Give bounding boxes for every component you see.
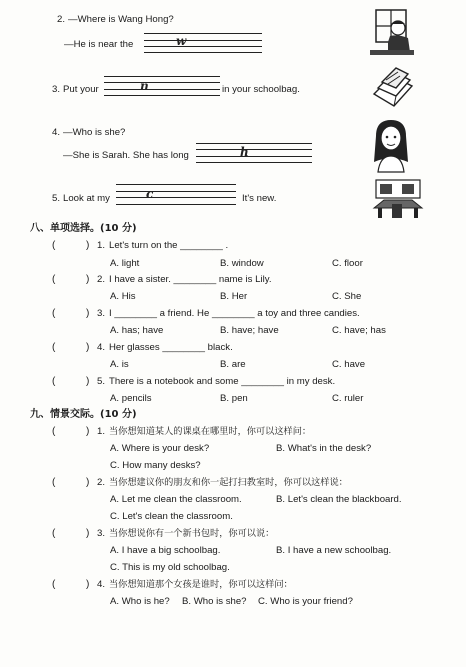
mc-option-a[interactable]: A. pencils bbox=[110, 393, 152, 404]
answer-line[interactable] bbox=[196, 156, 312, 157]
situation-option-b[interactable]: B. Who is she? bbox=[182, 596, 247, 607]
question-3-prefix: Put your bbox=[63, 84, 99, 95]
notebooks-picture bbox=[368, 64, 418, 110]
answer-paren-close[interactable]: ) bbox=[86, 308, 90, 319]
situation-question-stem: 当你想知道那个女孩是谁时，你可以这样问： bbox=[109, 579, 293, 590]
mc-question-number: 2. bbox=[97, 274, 106, 285]
mc-option-b[interactable]: B. have; have bbox=[220, 325, 279, 336]
mc-question-number: 4. bbox=[97, 342, 106, 353]
writing-line bbox=[144, 33, 262, 34]
answer-paren-open: ( bbox=[52, 477, 56, 488]
question-4-text: —Who is she? bbox=[63, 127, 126, 138]
situation-option-c[interactable]: C. This is my old schoolbag. bbox=[110, 562, 230, 573]
situation-question-stem: 当你想说你有一个新书包时，你可以说： bbox=[109, 528, 275, 539]
writing-line bbox=[196, 162, 312, 163]
answer-paren-close[interactable]: ) bbox=[86, 528, 90, 539]
answer-paren-open: ( bbox=[52, 528, 56, 539]
writing-line bbox=[104, 76, 220, 77]
writing-line bbox=[144, 52, 262, 53]
mc-question-stem: I ________ a friend. He ________ a toy and three candies. bbox=[109, 308, 360, 319]
mc-option-b[interactable]: B. are bbox=[220, 359, 246, 370]
question-3-number: 3. bbox=[52, 84, 61, 95]
answer-paren-close[interactable]: ) bbox=[86, 376, 90, 387]
writing-line bbox=[144, 40, 262, 41]
mc-question-stem: Her glasses ________ black. bbox=[109, 342, 233, 353]
mc-option-c[interactable]: C. ruler bbox=[332, 393, 364, 404]
answer-paren-open: ( bbox=[52, 376, 56, 387]
mc-option-b[interactable]: B. window bbox=[220, 258, 264, 269]
section-9-heading: 九、情景交际。(10 分) bbox=[30, 409, 137, 420]
situation-option-c[interactable]: C. Let's clean the classroom. bbox=[110, 511, 233, 522]
question-2-answer-prefix: —He is near the bbox=[64, 39, 134, 50]
answer-line[interactable] bbox=[116, 197, 236, 198]
situation-question-number: 1. bbox=[97, 426, 106, 437]
question-4-number: 4. bbox=[52, 127, 61, 138]
question-5-number: 5. bbox=[52, 193, 61, 204]
situation-option-c[interactable]: C. How many desks? bbox=[110, 460, 201, 471]
mc-option-b[interactable]: B. Her bbox=[220, 291, 248, 302]
answer-line[interactable] bbox=[104, 89, 220, 90]
writing-line bbox=[116, 184, 236, 185]
hint-letter-h: h bbox=[240, 145, 249, 159]
answer-paren-close[interactable]: ) bbox=[86, 579, 90, 590]
answer-paren-open: ( bbox=[52, 342, 56, 353]
question-2-text: —Where is Wang Hong? bbox=[68, 14, 174, 25]
situation-option-b[interactable]: B. What's in the desk? bbox=[276, 443, 372, 454]
classroom-desk-picture bbox=[372, 178, 424, 220]
answer-paren-open: ( bbox=[52, 308, 56, 319]
question-3-suffix: in your schoolbag. bbox=[222, 84, 300, 95]
mc-question-number: 1. bbox=[97, 240, 106, 251]
girl-long-hair-picture bbox=[368, 118, 414, 174]
mc-question-stem: There is a notebook and some ________ in my desk. bbox=[109, 376, 336, 387]
answer-paren-close[interactable]: ) bbox=[86, 477, 90, 488]
situation-option-a[interactable]: A. Where is your desk? bbox=[110, 443, 210, 454]
section-8-heading: 八、单项选择。(10 分) bbox=[30, 223, 137, 234]
mc-option-a[interactable]: A. has; have bbox=[110, 325, 164, 336]
mc-option-c[interactable]: C. have bbox=[332, 359, 366, 370]
answer-paren-close[interactable]: ) bbox=[86, 426, 90, 437]
situation-option-c[interactable]: C. Who is your friend? bbox=[258, 596, 353, 607]
mc-option-c[interactable]: C. floor bbox=[332, 258, 363, 269]
mc-option-b[interactable]: B. pen bbox=[220, 393, 248, 404]
situation-option-b[interactable]: B. Let's clean the blackboard. bbox=[276, 494, 402, 505]
writing-line bbox=[196, 149, 312, 150]
boy-near-window-picture bbox=[368, 6, 418, 58]
mc-option-c[interactable]: C. She bbox=[332, 291, 362, 302]
mc-question-stem: I have a sister. ________ name is Lily. bbox=[109, 274, 272, 285]
writing-line bbox=[116, 191, 236, 192]
mc-question-stem: Let's turn on the ________ . bbox=[109, 240, 229, 251]
situation-question-stem: 当你想建议你的朋友和你一起打扫教室时，你可以这样说： bbox=[109, 477, 348, 488]
question-5-suffix: It's new. bbox=[242, 193, 277, 204]
mc-option-a[interactable]: A. is bbox=[110, 359, 129, 370]
mc-question-number: 5. bbox=[97, 376, 106, 387]
situation-question-stem: 当你想知道某人的课桌在哪里时，你可以这样问： bbox=[109, 426, 312, 437]
writing-line bbox=[104, 82, 220, 83]
hint-letter-w: w bbox=[176, 34, 187, 48]
answer-paren-open: ( bbox=[52, 274, 56, 285]
writing-line bbox=[116, 204, 236, 205]
situation-option-b[interactable]: B. I have a new schoolbag. bbox=[276, 545, 392, 556]
question-2-number: 2. bbox=[57, 14, 66, 25]
answer-paren-close[interactable]: ) bbox=[86, 240, 90, 251]
mc-option-a[interactable]: A. light bbox=[110, 258, 140, 269]
hint-letter-n: n bbox=[140, 79, 149, 93]
situation-question-number: 2. bbox=[97, 477, 106, 488]
answer-paren-open: ( bbox=[52, 426, 56, 437]
question-5-prefix: Look at my bbox=[63, 193, 110, 204]
writing-line bbox=[196, 143, 312, 144]
mc-option-c[interactable]: C. have; has bbox=[332, 325, 386, 336]
situation-option-a[interactable]: A. Who is he? bbox=[110, 596, 170, 607]
answer-line[interactable] bbox=[144, 46, 262, 47]
situation-question-number: 3. bbox=[97, 528, 106, 539]
answer-paren-close[interactable]: ) bbox=[86, 342, 90, 353]
situation-option-a[interactable]: A. I have a big schoolbag. bbox=[110, 545, 221, 556]
mc-option-a[interactable]: A. His bbox=[110, 291, 136, 302]
situation-option-a[interactable]: A. Let me clean the classroom. bbox=[110, 494, 242, 505]
situation-question-number: 4. bbox=[97, 579, 106, 590]
answer-paren-open: ( bbox=[52, 579, 56, 590]
hint-letter-c: c bbox=[146, 187, 154, 201]
mc-question-number: 3. bbox=[97, 308, 106, 319]
answer-paren-open: ( bbox=[52, 240, 56, 251]
writing-line bbox=[104, 95, 220, 96]
answer-paren-close[interactable]: ) bbox=[86, 274, 90, 285]
question-4-answer-prefix: —She is Sarah. She has long bbox=[63, 150, 189, 161]
